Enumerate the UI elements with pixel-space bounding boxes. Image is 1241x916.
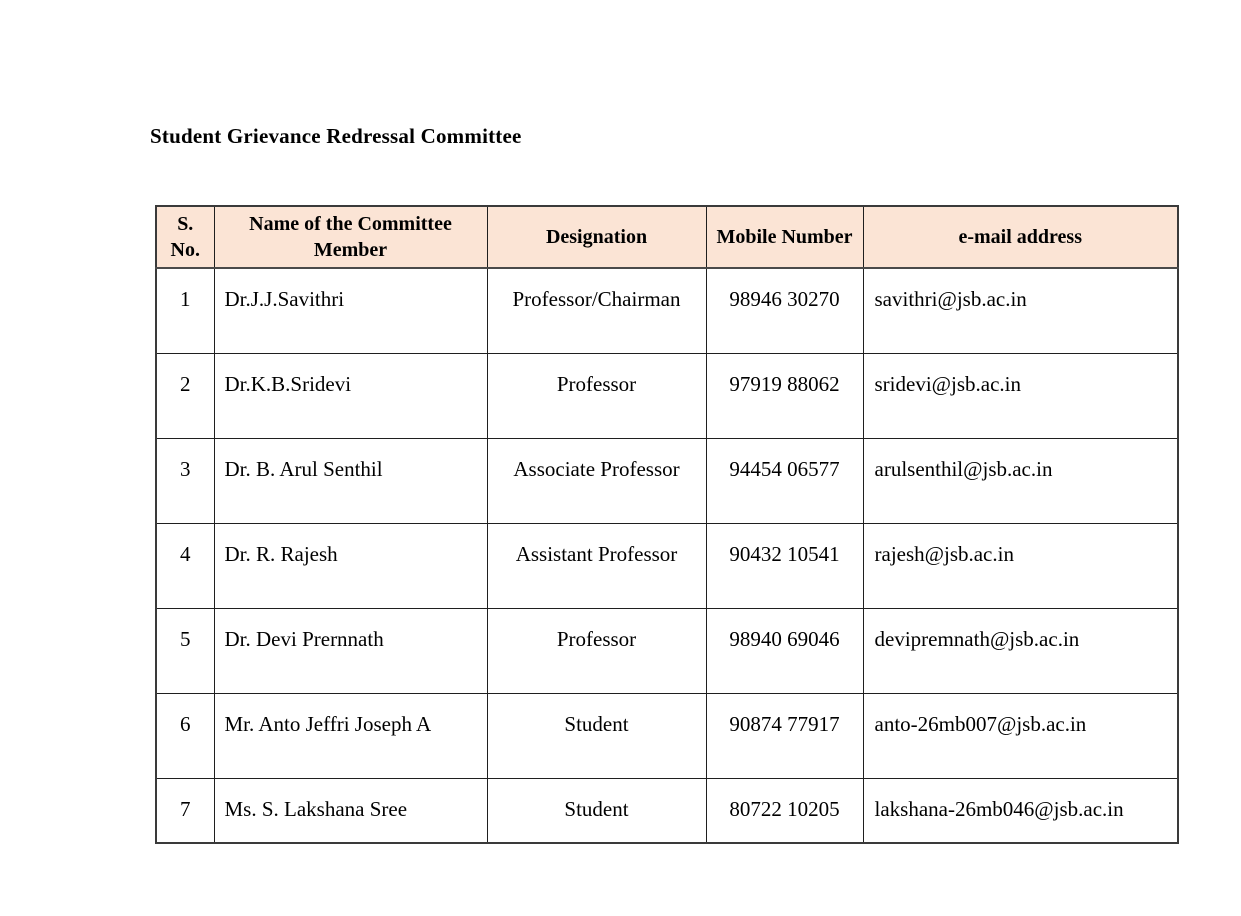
cell-mobile: 90432 10541: [706, 523, 863, 608]
table-row: [156, 778, 1178, 843]
cell-sno: 1: [156, 268, 214, 353]
cell-sno: 5: [156, 608, 214, 693]
cell-designation: Professor: [487, 608, 706, 693]
cell-mobile: 90874 77917: [706, 693, 863, 778]
cell-email: devipremnath@jsb.ac.in: [863, 608, 1178, 693]
cell-email: lakshana-26mb046@jsb.ac.in: [863, 778, 1178, 843]
cell-name: Mr. Anto Jeffri Joseph A: [214, 693, 487, 778]
table-row: [156, 268, 1178, 353]
header-designation: Designation: [487, 206, 706, 268]
cell-name: Dr.K.B.Sridevi: [214, 353, 487, 438]
cell-sno: 2: [156, 353, 214, 438]
cell-mobile: 98946 30270: [706, 268, 863, 353]
cell-sno: 3: [156, 438, 214, 523]
cell-name: Dr. R. Rajesh: [214, 523, 487, 608]
cell-name: Ms. S. Lakshana Sree: [214, 778, 487, 843]
cell-sno: 4: [156, 523, 214, 608]
table-row: [156, 438, 1178, 523]
table-row: [156, 693, 1178, 778]
header-serial-number: S. No.: [156, 206, 214, 268]
cell-name: Dr.J.J.Savithri: [214, 268, 487, 353]
table-row: [156, 523, 1178, 608]
cell-email: rajesh@jsb.ac.in: [863, 523, 1178, 608]
table-header: [156, 206, 1178, 268]
cell-email: sridevi@jsb.ac.in: [863, 353, 1178, 438]
header-email-address: e-mail address: [863, 206, 1178, 268]
cell-designation: Student: [487, 778, 706, 843]
cell-name: Dr. Devi Prernnath: [214, 608, 487, 693]
header-mobile-number: Mobile Number: [706, 206, 863, 268]
cell-designation: Student: [487, 693, 706, 778]
cell-designation: Professor/Chairman: [487, 268, 706, 353]
cell-sno: 6: [156, 693, 214, 778]
cell-designation: Associate Professor: [487, 438, 706, 523]
cell-email: arulsenthil@jsb.ac.in: [863, 438, 1178, 523]
header-member-name: Name of the Committee Member: [214, 206, 487, 268]
cell-email: savithri@jsb.ac.in: [863, 268, 1178, 353]
table-row: [156, 353, 1178, 438]
cell-mobile: 80722 10205: [706, 778, 863, 843]
header-row: [156, 206, 1178, 268]
cell-mobile: 97919 88062: [706, 353, 863, 438]
table-row: [156, 608, 1178, 693]
table-body: [156, 268, 1178, 843]
cell-designation: Professor: [487, 353, 706, 438]
cell-name: Dr. B. Arul Senthil: [214, 438, 487, 523]
cell-designation: Assistant Professor: [487, 523, 706, 608]
cell-email: anto-26mb007@jsb.ac.in: [863, 693, 1178, 778]
committee-table: [155, 205, 1179, 844]
cell-mobile: 98940 69046: [706, 608, 863, 693]
cell-sno: 7: [156, 778, 214, 843]
page-title: Student Grievance Redressal Committee: [150, 124, 522, 148]
cell-mobile: 94454 06577: [706, 438, 863, 523]
